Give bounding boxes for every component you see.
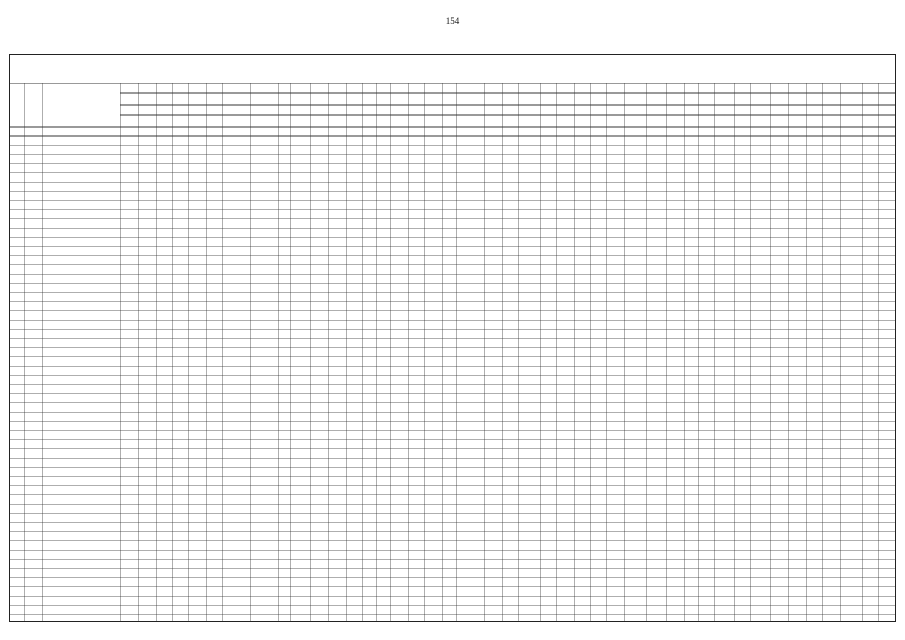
table-caption bbox=[10, 69, 895, 77]
table-grid bbox=[10, 83, 896, 622]
page-number: 154 bbox=[445, 16, 460, 26]
table-sheet bbox=[9, 54, 896, 622]
